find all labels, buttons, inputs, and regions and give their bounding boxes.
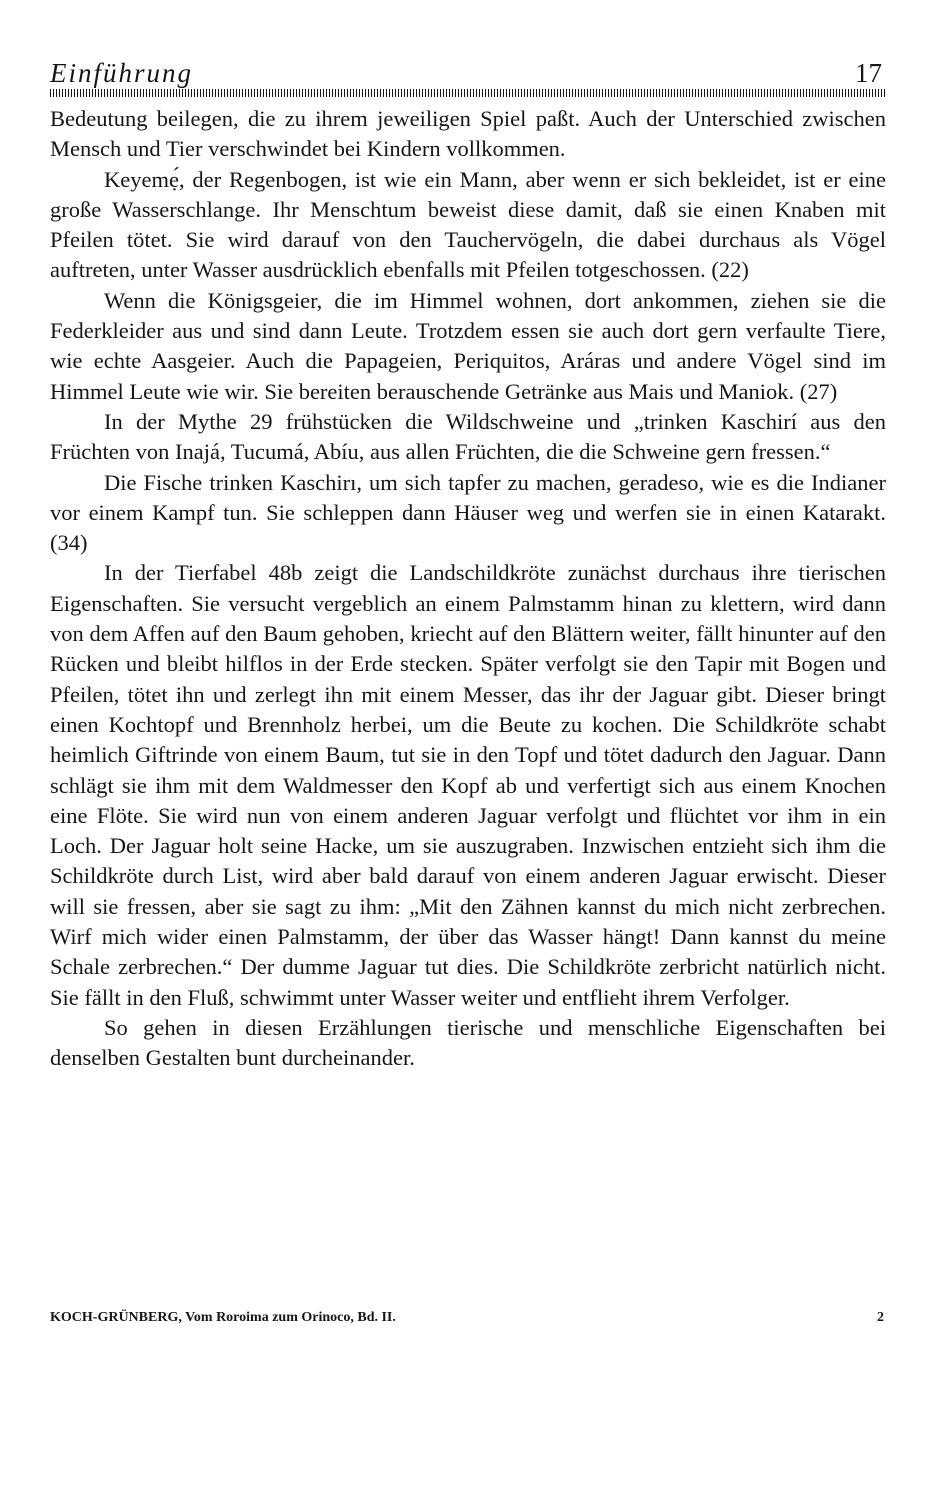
sheet-signature: KOCH-GRÜNBERG, Vom Roroima zum Orinoco, Bd. II.	[50, 1310, 396, 1325]
page-header	[50, 58, 886, 98]
paragraph-3: Wenn die Königsgeier, die im Himmel wohnen, dort ankommen, ziehen sie die Federkleider aus und sind dann Leute. Trotzdem essen sie auch dort gern verfaulte Tiere, wie echte Aasgeier. Auch die Papageien, Periquitos, Aráras und andere Vögel sind im Himmel Leute wie wir. Sie bereiten berauschende Getränke aus Mais und Maniok. (27)	[50, 287, 886, 404]
page-footer	[50, 1306, 886, 1330]
header-rule	[50, 89, 886, 97]
paragraph-1: Bedeutung beilegen, die zu ihrem jeweiligen Spiel paßt. Auch der Unterschied zwischen Mensch und Tier verschwindet bei Kindern vollkommen.	[50, 106, 886, 162]
paragraph-7: So gehen in diesen Erzählungen tierische und menschliche Eigenschaften bei denselben Gestalten bunt durcheinander.	[50, 1014, 886, 1071]
page-number: 17	[855, 58, 882, 88]
paragraph-6: In der Tierfabel 48b zeigt die Landschildkröte zunächst durchaus ihre tierischen Eigenschaften. Sie versucht vergeblich an einem Palmstamm hinan zu klettern, wird dann von dem Affen auf den Baum gehoben, kriecht auf den Blättern weiter, fällt hinunter auf den Rücken und bleibt hilflos in der Erde stecken. Später verfolgt sie den Tapir mit Bogen und Pfeilen, tötet ihn und zerlegt ihn mit einem Messer, das ihr der Jaguar gibt. Dieser bringt einen Kochtopf und Brennholz herbei, um die Beute zu kochen. Die Schildkröte schabt heimlich Giftrinde von einem Baum, tut sie in den Topf und tötet dadurch den Jaguar. Dann schlägt sie ihm mit dem Waldmesser den Kopf ab und verfertigt sich aus einem Knochen eine Flöte. Sie wird nun von einem anderen Jaguar verfolgt und flüchtet vor ihm in ein Loch. Der Jaguar holt seine Hacke, um sie auszugraben. Inzwischen entzieht sich ihm die Schildkröte durch List, wird aber bald darauf von einem anderen Jaguar erwischt. Dieser will sie fressen, aber sie sagt zu ihm: „Mit den Zähnen kannst du mich nicht zerbrechen. Wirf mich wider einen Palmstamm, der über das Wasser hängt! Dann kannst du meine Schale zerbrechen.“ Der dumme Jaguar tut dies. Die Schildkröte zerbricht natürlich nicht. Sie fällt in den Fluß, schwimmt unter Wasser weiter und entflieht ihrem Verfolger.	[50, 560, 886, 1010]
body-text	[50, 104, 886, 1074]
paragraph-5: Die Fische trinken Kaschirı, um sich tapfer zu machen, geradeso, wie es die Indianer vor einem Kampf tun. Sie schleppen dann Häuser weg und werfen sie in einen Katarakt. (34)	[50, 469, 886, 556]
running-title: Einführung	[50, 58, 194, 88]
paragraph-2: Keyemẹ́, der Regenbogen, ist wie ein Mann, aber wenn er sich bekleidet, ist er eine große Wasserschlange. Ihr Menschtum beweist diese damit, daß sie einen Knaben mit Pfeilen tötet. Sie wird darauf von den Tauchervögeln, die dabei durchaus als Vögel auftreten, unter Wasser ausdrücklich ebenfalls mit Pfeilen totgeschossen. (22)	[50, 166, 886, 283]
sheet-number: 2	[877, 1310, 884, 1325]
paragraph-4: In der Mythe 29 frühstücken die Wildschweine und „trinken Kaschirí aus den Früchten von Inajá, Tucumá, Abíu, aus allen Früchten, die die Schweine gern fressen.“	[50, 408, 886, 465]
